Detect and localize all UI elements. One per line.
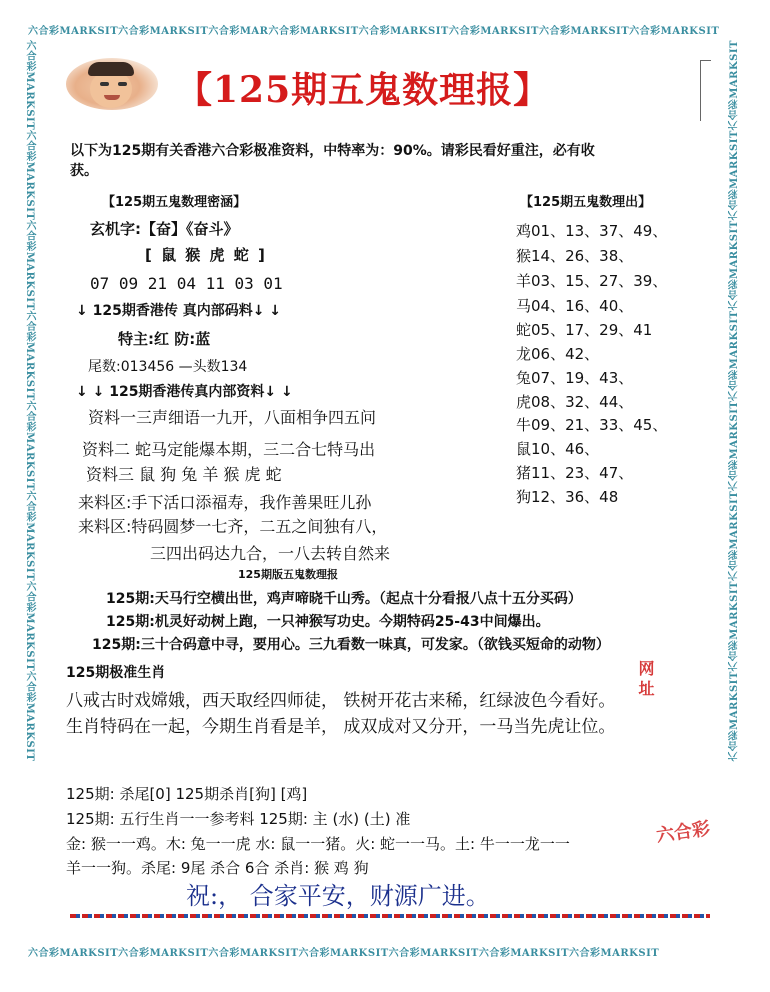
data-line-3: 资料三 鼠 狗 兔 羊 猴 虎 蛇 xyxy=(86,465,282,484)
zodiac-number-row: 虎08、32、44、 xyxy=(516,393,634,411)
side-red-stamp: 网址 xyxy=(636,660,655,700)
number-list: 07 09 21 04 11 03 01 xyxy=(90,274,283,293)
kill-summary-line: 羊一一狗。杀尾: 9尾 杀合 6合 杀肖: 猴 鸡 狗 xyxy=(66,859,369,877)
zodiac-number-row: 鸡01、13、37、49、 xyxy=(516,222,668,240)
poem-line-1: 八戒古时戏嫦娥，西天取经四师徒， 铁树开花古来稀，红绿波色今看好。 xyxy=(66,691,616,711)
avatar-eye-right xyxy=(118,82,127,86)
zodiac-number-row: 猪11、23、47、 xyxy=(516,464,634,482)
middle-line-1: 125期:天马行空横出世，鸡声啼晓千山秀。（起点十分看报八点十五分买码） xyxy=(106,591,582,607)
zodiac-list: [ 鼠 猴 虎 蛇 ] xyxy=(145,246,267,264)
frame-right-text: 六合彩MARKSIT六合彩MARKSIT六合彩MARKSIT六合彩MARKSIT六合彩MARKSIT六合彩MARKSIT六合彩MARKSIT六合彩MARKSIT xyxy=(729,40,740,762)
zodiac-number-row: 龙06、42、 xyxy=(516,345,600,363)
frame-border-right xyxy=(727,40,745,945)
left-section-title: 【125期五鬼数理密涵】 xyxy=(102,195,247,210)
frame-border-left xyxy=(22,40,40,945)
frame-left-text: 六合彩MARKSIT六合彩MARKSIT六合彩MARKSIT六合彩MARKSIT六合彩MARKSIT六合彩MARKSIT六合彩MARKSIT六合彩MARKSIT xyxy=(24,40,35,762)
hk-info-line: ↓ ↓ 125期香港传真内部资料↓ ↓ xyxy=(76,384,293,400)
right-section-title: 【125期五鬼数理出】 xyxy=(520,195,652,210)
lai-line-a: 来料区:手下活口添福寿，我作善果旺儿孙 xyxy=(78,493,372,512)
avatar xyxy=(66,58,158,110)
lai-line-c: 三四出码达九合，一八去转自然来 xyxy=(150,544,391,563)
middle-line-3: 125期:三十合码意中寻，要用心。三九看数一味真，可发家。（欲钱买短命的动物） xyxy=(92,637,610,653)
poem-heading: 125期极准生肖 xyxy=(66,665,166,681)
middle-subtitle: 125期版五鬼数理报 xyxy=(238,568,338,581)
elements-line: 金: 猴一一鸡。木: 兔一一虎 水: 鼠一一猪。火: 蛇一一马。土: 牛一一龙一一 xyxy=(66,835,570,853)
zodiac-number-row: 蛇05、17、29、41 xyxy=(516,321,653,339)
intro-line-2: 获。 xyxy=(70,163,98,179)
tail-head-line: 尾数:013456 —头数134 xyxy=(88,359,248,375)
poem-line-2: 生肖特码在一起，今期生肖看是羊， 成双成对又分开，一马当先虎让位。 xyxy=(66,717,616,737)
zodiac-number-row: 鼠10、46、 xyxy=(516,440,600,458)
corner-mark xyxy=(700,60,711,121)
page-title: 【125期五鬼数理报】 xyxy=(176,69,551,111)
hk-code-line: ↓ 125期香港传 真内部码料↓ ↓ xyxy=(76,303,282,319)
tezhu-line: 特主:红 防:蓝 xyxy=(118,330,211,348)
wuxing-line: 125期: 五行生肖一一参考料 125期: 主 (水) (土) 准 xyxy=(66,810,411,828)
frame-border-bottom: 六合彩MARKSIT六合彩MARKSIT六合彩MARKSIT六合彩MARKSIT六合彩MARKSIT六合彩MARKSIT六合彩MARKSIT xyxy=(28,948,660,959)
zodiac-number-row: 猴14、26、38、 xyxy=(516,247,634,265)
middle-line-2: 125期:机灵好动树上跑，一只神猴写功史。今期特码25-43中间爆出。 xyxy=(106,614,550,630)
data-line-2: 资料二 蛇马定能爆本期，三二合七特马出 xyxy=(82,440,376,459)
avatar-mouth xyxy=(104,95,120,100)
zodiac-number-row: 狗12、36、48 xyxy=(516,488,619,506)
kill-line: 125期: 杀尾[0] 125期杀肖[狗] [鸡] xyxy=(66,785,308,803)
zodiac-number-row: 兔07、19、43、 xyxy=(516,369,634,387)
zodiac-number-row: 马04、16、40、 xyxy=(516,297,634,315)
data-line-1: 资料一三声细语一九开，八面相争四五问 xyxy=(88,408,377,427)
xuanji-text: 玄机字:【奋】《奋斗》 xyxy=(90,220,239,238)
blessing-text: 祝:， 合家平安，财源广进。 xyxy=(186,882,490,910)
avatar-eye-left xyxy=(100,82,109,86)
avatar-hair xyxy=(88,62,134,76)
ling-red-stamp: 六合彩 xyxy=(655,818,712,847)
footer-rule xyxy=(70,914,710,918)
frame-border-top: 六合彩MARKSIT六合彩MARKSIT六合彩MAR六合彩MARKSIT六合彩MARKSIT六合彩MARKSIT六合彩MARKSIT六合彩MARKSIT xyxy=(28,26,720,37)
zodiac-number-row: 羊03、15、27、39、 xyxy=(516,272,668,290)
lai-line-b: 来料区:特码圆梦一七齐，二五之间独有八， xyxy=(78,517,388,536)
zodiac-number-row: 牛09、21、33、45、 xyxy=(516,416,668,434)
intro-line-1: 以下为125期有关香港六合彩极准资料，中特率为：90%。请彩民看好重注，必有收 xyxy=(70,143,595,159)
